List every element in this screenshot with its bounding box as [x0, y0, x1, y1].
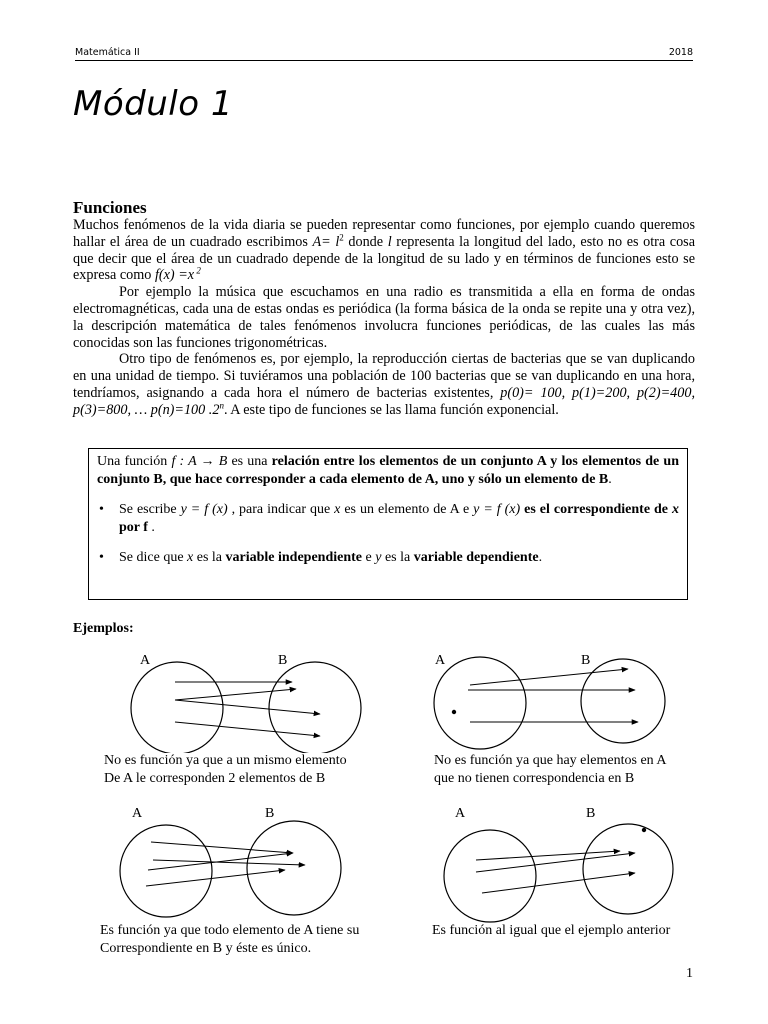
- set-a-circle: [434, 657, 526, 749]
- unmapped-element-dot: [642, 828, 646, 832]
- diagram-3: [115, 800, 365, 925]
- set-b-circle: [269, 662, 361, 753]
- set-b-label: B: [581, 653, 591, 668]
- diagram-2-caption: No es función ya que hay elementos en A que no tienen correspondencia en B: [434, 753, 667, 786]
- section-heading: Funciones: [73, 198, 147, 217]
- diagram-1-caption: No es función ya que a un mismo elemento De A le corresponden 2 elementos de B: [104, 753, 347, 786]
- paragraph-1: Muchos fenómenos de la vida diaria se pueden representar como funciones, por ejemplo cuando queremos hallar el área de un cuadrado escribimos $A= l^2$ donde l representa la longitud del lado, esto no es otra cosa que decir que el área de un cuadrado depende de la longitud de su lado y en términos de funciones esto se expresa como f(x) =x $^2$: [73, 217, 695, 284]
- set-b-circle: [583, 824, 673, 914]
- diagram-3-caption: Es función ya que todo elemento de A tiene su Correspondiente en B y éste es único.: [100, 923, 360, 956]
- bullet-icon: •: [99, 502, 104, 517]
- body-text: [73, 217, 695, 419]
- set-a-label: A: [132, 806, 143, 821]
- definition-box: [88, 448, 688, 600]
- page-title: Módulo 1: [73, 84, 233, 124]
- mapping-arrow: [476, 851, 620, 860]
- set-b-circle: [247, 821, 341, 915]
- header-course: Matemática II: [75, 47, 140, 58]
- mapping-arrow: [470, 669, 628, 685]
- set-a-circle: [131, 662, 223, 753]
- set-a-circle: [120, 825, 212, 917]
- definition-text: Una función f : A → B es una relación entre los elementos de un conjunto A y los elementos de un conjunto B, que hace corresponder a cada elemento de A, uno y sólo un elemento de B.: [97, 454, 679, 487]
- header-year: 2018: [668, 47, 693, 58]
- set-a-circle: [444, 830, 536, 922]
- diagram-4-caption: Es función al igual que el ejemplo anterior: [432, 923, 671, 938]
- mapping-arrow: [151, 842, 293, 853]
- page-number: 1: [686, 966, 693, 981]
- paragraph-3: Otro tipo de fenómenos es, por ejemplo, la reproducción ciertas de bacterias que se van duplicando en una unidad de tiempo. Si tuviéramos una población de 100 bacterias que se van duplicando en una hora, tendríamos, asignando a cada hora el número de bacterias existentes, p(0)= 100, p(1)=200, p(2)=400, p(3)=800, … p(n)=100 .2$^n$. A este tipo de funciones se las llama función exponencial.: [73, 351, 695, 418]
- diagram-1: [120, 648, 370, 753]
- header-rule: [75, 60, 693, 61]
- unmapped-element-dot: [452, 710, 456, 714]
- set-b-label: B: [586, 806, 596, 821]
- mapping-arrow: [175, 700, 320, 714]
- examples-label: Ejemplos:: [73, 621, 134, 636]
- set-a-label: A: [435, 653, 446, 668]
- definition-bullet-2: • Se dice que x es la variable independiente e y es la variable dependiente.: [99, 550, 543, 565]
- set-a-label: A: [455, 806, 466, 821]
- mapping-arrow: [482, 873, 635, 893]
- diagram-4: [430, 800, 680, 925]
- mapping-arrow: [175, 722, 320, 736]
- bullet-icon: •: [99, 550, 104, 565]
- paragraph-2: Por ejemplo la música que escuchamos en una radio es transmitida a ella en forma de ondas electromagnéticas, cada una de estas ondas es periódica (la forma básica de la onda se repite una y otra vez), la descripción matemática de tales fenómenos involucra funciones periódicas, de las cuales las más conocidas son las funciones trigonométricas.: [73, 284, 695, 351]
- set-a-label: A: [140, 653, 151, 668]
- set-b-label: B: [265, 806, 275, 821]
- mapping-arrow: [476, 853, 635, 872]
- set-b-circle: [581, 659, 665, 743]
- set-b-label: B: [278, 653, 288, 668]
- mapping-arrow: [146, 870, 285, 886]
- mapping-arrow: [148, 853, 293, 870]
- diagram-2: [425, 648, 675, 753]
- definition-bullet-1: • Se escribe y = f (x) , para indicar que x es un elemento de A e y = f (x) es el correspondiente de x por f .: [99, 502, 679, 535]
- mapping-arrow: [175, 689, 296, 700]
